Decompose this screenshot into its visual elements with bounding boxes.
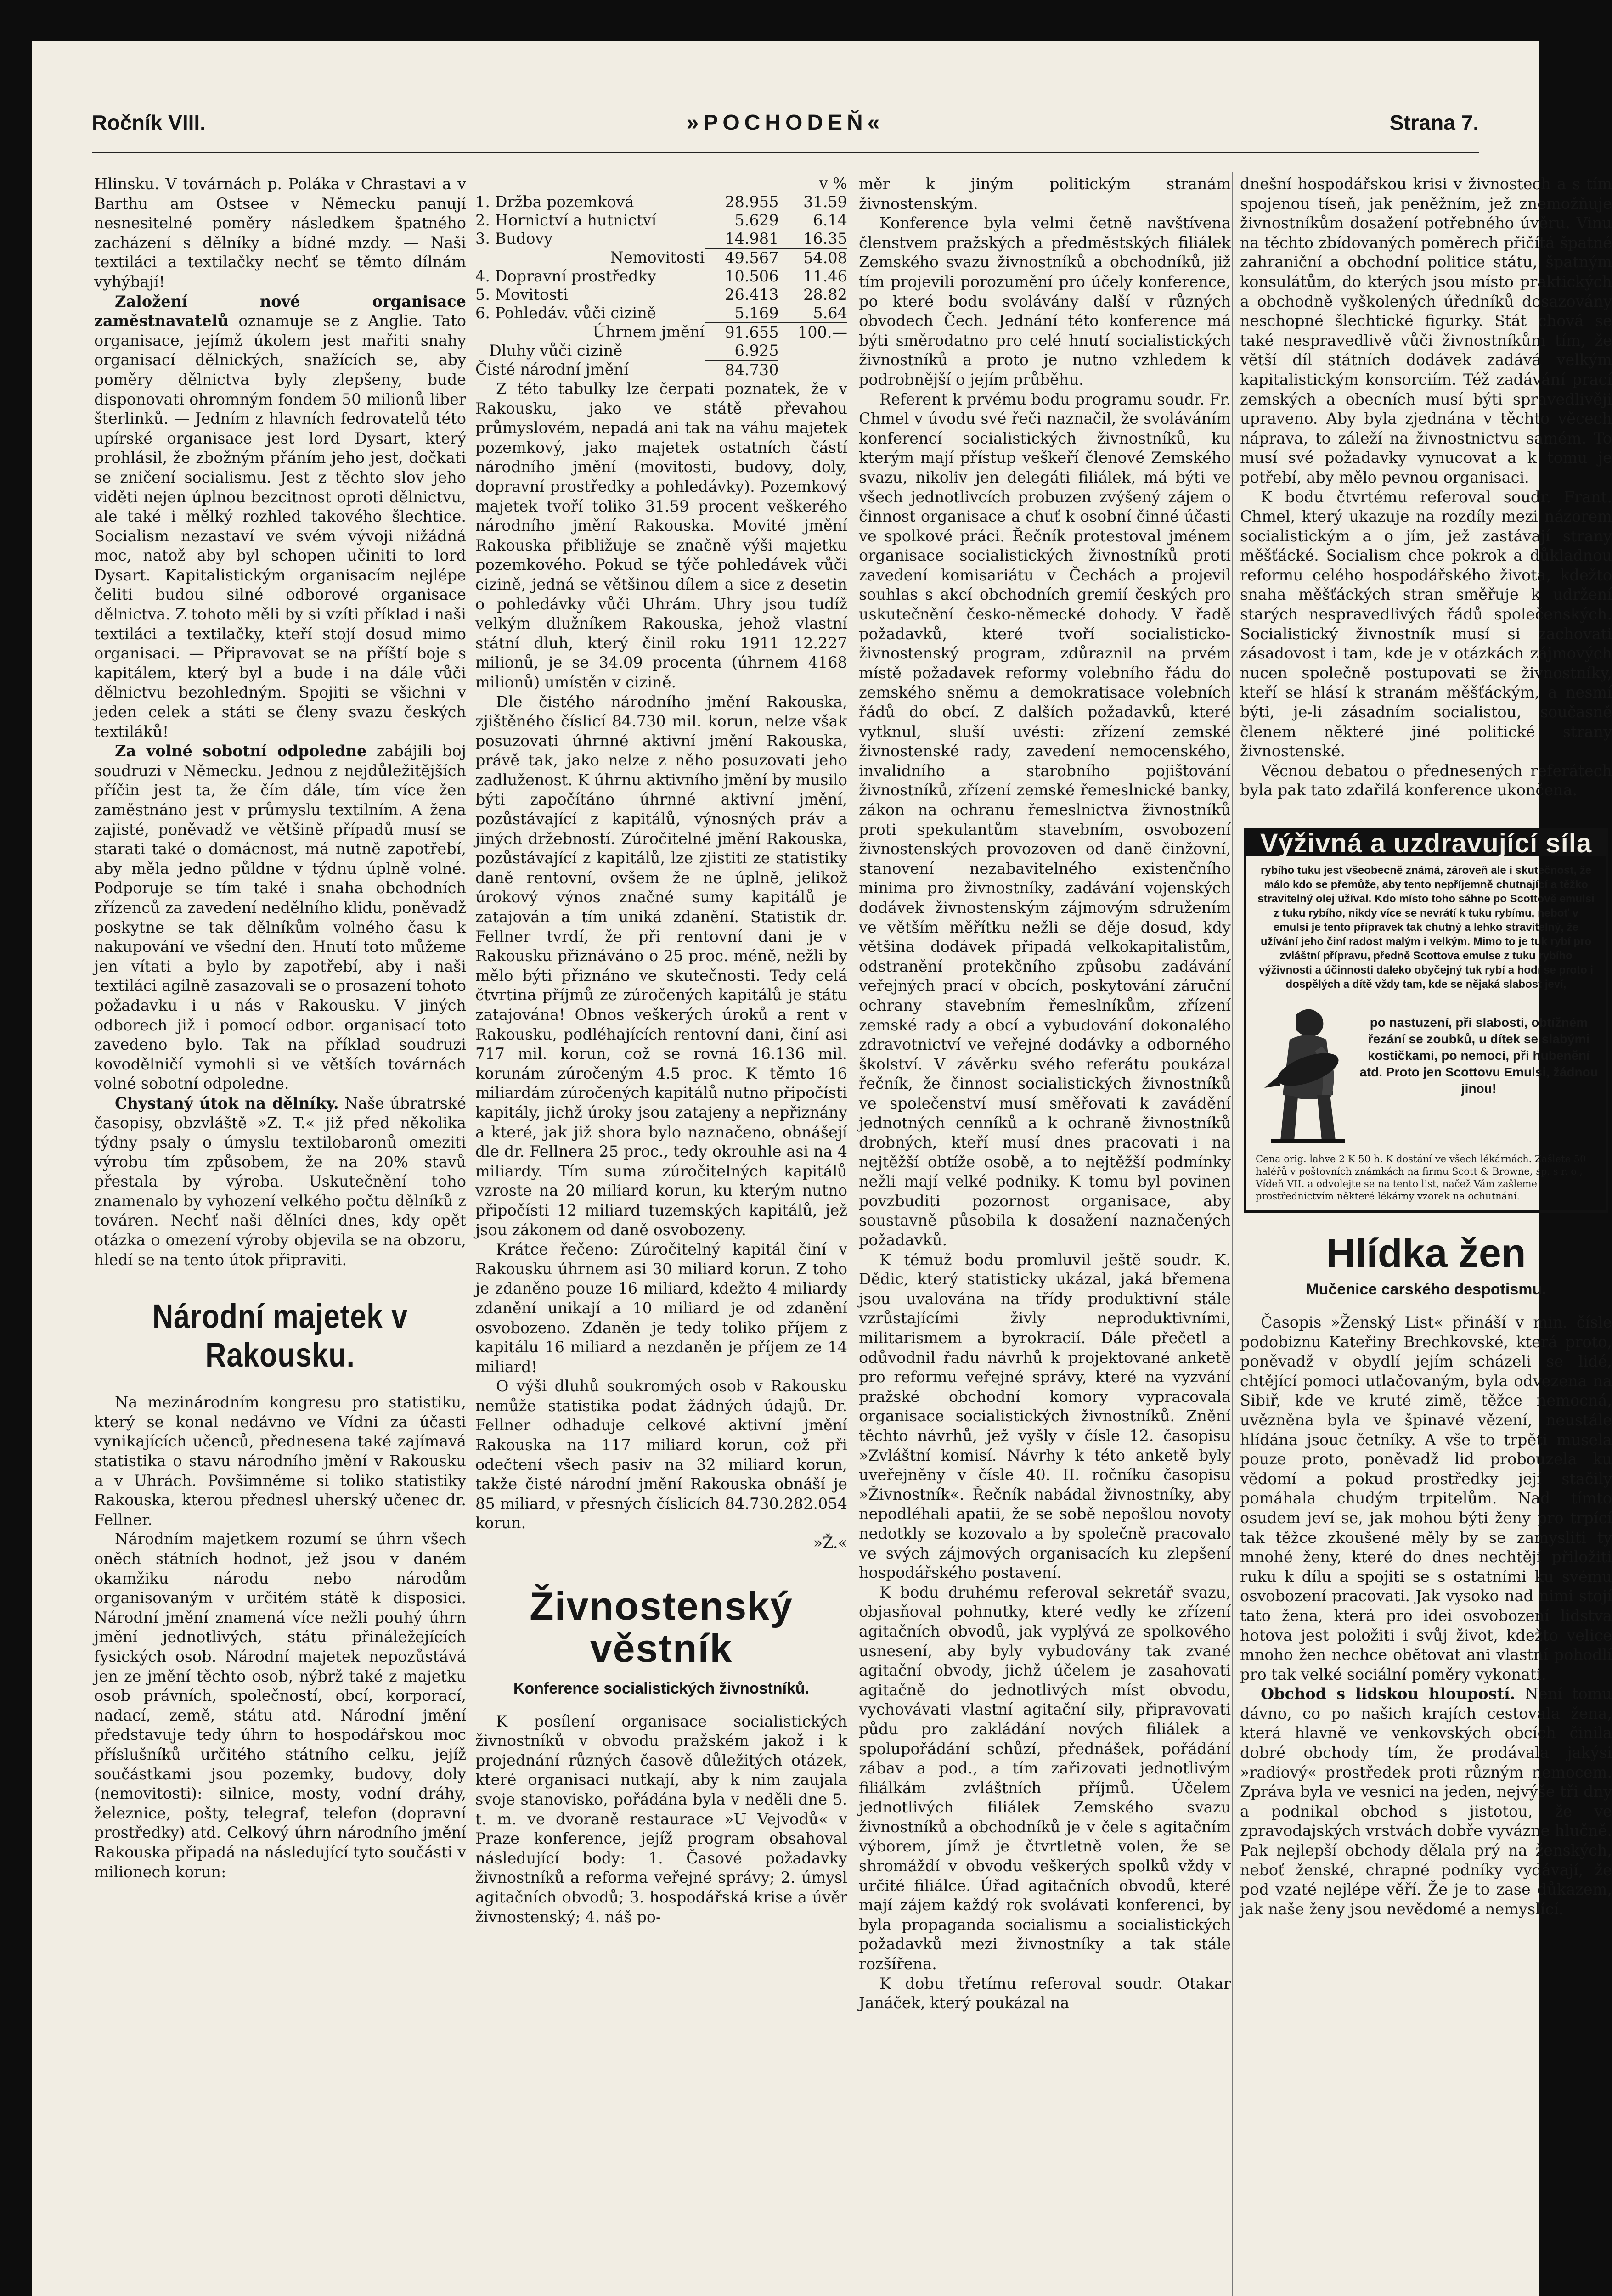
paragraph: Za volné sobotní odpoledne zabájili boj soudruzi v Německu. Jednou z nejdůležitějších příčin jest ta, že čím dále, tím více žen zaměstnáno jest v průmyslu textilním. A žena zajisté, poněvadž ve většině případů musí se starati také o domácnost, má nutně zapotřebí, aby měla jedno půldne v týdnu úplně volné. Podporuje se tím také i snaha obchodních zřízenců za zavedení nedělního klidu, poněvadž poskytne se tak dělníkům volného času k nakupování ve všední den. Hnutí toto můžeme jen vítati a bylo by zapotřebí, aby i naši textiláci agilně zasazovali se o prosazení tohoto požadavku i u nás v Rakousku. V jiných odborech již i pomocí odbor. organisací toto zavedeno bylo. Tak na příklad soudruzi kovodělničí vymohli si ve větších továrnách volné sobotní odpoledne. <box>94 742 466 1093</box>
advertisement <box>1244 828 1608 1213</box>
table-unit: v % <box>819 174 847 192</box>
volume-label: Ročník VIII. <box>92 111 206 135</box>
paragraph: K bodu čtvrtému referoval soudr. Frant. Chmel, který ukazuje na rozdíly mezi názorem socialistickým a o jím, jež zastávají strany měšťácké. Socialism chce pokrok a důkladnou reformu celého hospodářského života, kdežto snaha měšťáckých stran směřuje k udržení starých nespravedlivých řádů společenských. Socialistický živnostník musí si zachovati zásadovost i tam, kde je v otázkách zájmových nucen společně postupovati se živnostníky, kteří se hlásí k stranám měšťáckým, a nesmí býti, je-li zásadním socialistou, současně členem některé jiné politické strany živnostenské. <box>1240 488 1612 760</box>
column-divider <box>1232 172 1233 2296</box>
paragraph-lead: Za volné sobotní odpoledne <box>115 742 367 760</box>
table-debt: Dluhy vůči cizině 6.925 <box>489 342 779 360</box>
section-headline: Živnostenský věstník <box>530 1584 793 1671</box>
paragraph: Obchod s lidskou hloupostí. Není tomu dávno, co po našich krajích cestovala žena, která hlavně ve venkovských obcích činila dobré obchody tím, že prodávala jakýsi »radiový« prostředek proti různým nemocem. Zpráva byla ve vesnici na jeden, nejvýše tři dny a podnikal obchod s jistotou, že ve zpravodajských vrstvách dobře vyvázne hlučně. Pak nejlepší obchody dělala prý na ženských, neboť ženské, chrapné podníky vydávají, že pod vzaté nejlépe věří. Že je to zase důkazem, jak naše ženy jsou nevědomé a nemyslící. <box>1240 1685 1612 1918</box>
paragraph: Hlinsku. V továrnách p. Poláka v Chrastavi a v Barthu am Ostsee v Německu panují nesnesitelné poměry následkem špatného zacházení s dělníky a bídné mzdy. — Naši textiláci a textilačky nechť se těmto dílnám vyhýbají! <box>94 175 466 291</box>
paragraph: Na mezinárodním kongresu pro statistiku, který se konal nedávno ve Vídni za účasti vynikajících učenců, přednesena také zajímavá statistika o stavu národního jmění v Rakousku a v Uhrách. Povšimněme si toliko statistiky Rakouska, kterou přednesl uherský učenec dr. Fellner. <box>94 1393 466 1529</box>
paragraph-lead: Obchod s lidskou hloupostí. <box>1261 1685 1516 1703</box>
paragraph: Časopis »Ženský List« přináší v min. čísle podobiznu Kateřiny Brechkovské, která proto, poněvadž v obydlí jejím scházeli se lidé, chtějící pomoci utlačovaným, byla odvezena na Sibiř, kde ve kruté zimě, těžce nemocná, uvězněna byla ve špinavé vězení, neustále hlídána jsouc četníky. A vše to trpěti musela pouze proto, poněvadž lid probouzela ku vědomí a pokud prostředky její stačily pomáhala chudým trpitelům. Nad tímto osudem jeví se, jak mohou býti ženy pro trpící tak těžce zkoušené měly by se zamysliti ty mnohé ženy, které do dnes nechtějí přiložiti ruku k dílu a spojiti se s ostatními ku svému osvobození pracovati. Jak vysoko nad nimi stojí tato žena, která pro idei osvobození lidstva hotova jest položiti i svůj život, kdežto velice mnoho žen nechce obětovat ani vlastní pohodlí pro tak velké sociální poměry vykonati. <box>1240 1313 1612 1683</box>
paragraph: O výši dluhů soukromých osob v Rakousku nemůže statistika podat žádných údajů. Dr. Fellner odhaduje celkové aktivní jmění Rakouska na 117 miliard korun, což při odečtení všech pasiv na 32 miliard korun, takže čisté národní jmění Rakouska obnáší je 85 miliard, v přesných číslicích 84.730.282.054 korun. <box>475 1377 847 1532</box>
column-3 <box>859 174 1231 2296</box>
article-subheadline: Mučenice carského despotismu. <box>1306 1281 1546 1298</box>
ad-headline: Výživná a uzdravující síla <box>1246 831 1606 856</box>
paragraph: Chystaný útok na dělníky. Naše úbratrské časopisy, obzvláště »Z. T.« již před několika týdny psaly o úmyslu textilobaronů omeziti výrobu tím způsobem, že na 20% stavů přestala by výroba. Uskutečnění toho znamenalo by vyhození velkého počtu dělníků z továren. Nechť naši dělníci dnes, kdy opět otázka o omezení výroby objevila se na obzoru, hledí se na tento útok připraviti. <box>94 1094 466 1269</box>
page-number: Strana 7. <box>1389 111 1479 135</box>
table-row: 5. Movitosti 26.413 28.82 <box>475 286 847 304</box>
table-row: 2. Hornictví a hutnictví 5.629 6.14 <box>475 211 847 229</box>
paragraph-lead: Založení nové organisace zaměstnavatelů <box>94 292 466 330</box>
table-row: 4. Dopravní prostředky 10.506 11.46 <box>475 267 847 285</box>
paragraph-lead: Chystaný útok na dělníky. <box>115 1094 339 1112</box>
ad-slogan: po nastuzení, při slabosti, obtížném řezání se zoubků, u dítek se slabými kostičkami, po nemoci, při hubenění atd. Proto jen Scottovu Emulsi, žádnou jinou! <box>1359 1015 1598 1096</box>
ad-footnote: Cena orig. lahve 2 K 50 h. K dostání ve všech lékárnách. Zašlete 50 haléřů v poštovních známkách na firmu Scott & Browne, sp. s r. o., Vídeň VII. a odvolejte se na tento list, načež Vám zašleme prostřednictvím některé lékárny vzorek na ochutnání. <box>1256 1154 1586 1202</box>
paragraph: Referent k prvému bodu programu soudr. Fr. Chmel v úvodu své řeči naznačil, že svoláváním konferencí socialistických živnostníků, ku kterým mají přístup veškeří členové Zemského svazu, nikoliv jen delegáti filiálek, má býti ve všech jednotlivcích probuzen zvýšený zájem o činnost organisace a chuť k osobní činné účasti ve spolkové práci. Řečník protestoval jménem organisace socialistických živnostníků proti zavedení komisariátu v Čechách a projevil souhlas s akcí obchodních gremií českých pro uskutečnění česko-německé dohody. V řadě požadavků, které tvoří socialisticko-živnostenský program, zdůraznil na prvém místě požadavek reformy volebního řádu do zemského sněmu a demokratisace volebních řádů do obcí. Z dalších požadavků, které vytknul, sluší uvésti: zřízení zemské živnostenské rady, zavedení nemocenského, invalidního a starobního pojištování živnostníků, zřízení zemské řemeslnické banky, zákon na ochranu řemeslnictva živnostníků proti spekulantům stavebním, osvobození živnostenských provozoven od daně činžovní, stanovení nezabavitelného existenčního minima pro živnostníky, zadávání vojenských dodávek živnostenským zájmovým sdružením ve větším měřítku nežli se děje dosud, kdy většina dodávek připadá velkokapitalistům, odstranění protekčního způsobu zadávání veřejných prací v obcích, poskytování záruční ochrany stavebním řemeslníkům, zřízení zemské rady a obcí a vybudování dokonalého zdravotnictví ve veřejné dodávky a odborného školství. V závěrku svého referátu poukázal řečník, že činnost socialistických živnostníků ve společenství musí směřovati k zavádění jednotných cenníků a k ochraně živnostníků drobných, kteří musí dnes pracovati i na nejtěžší obtíže osobě, a to nejtěžší podmínky nežli mají velké podniky. K tomu byl povinen povzbuditi pozornost organisace, aby soustavně působila k dosažení naznačených požadavků. <box>859 390 1231 1249</box>
paragraph: K témuž bodu promluvil ještě soudr. K. Dědic, který statisticky ukázal, jaká břemena jsou uvalována na třídy produktivní stále vzrůstajícími živly neproduktivními, militarismem a byrokracií. Dále přečetl a odůvodnil řadu návrhů k projektované anketě pro reformu veřejné správy, které na vyzvání pražské obchodní komory vypracovala organisace socialistických živnostníků. Znění těchto návrhů, jež vyšly v čísle 12. časopisu »Zvláštní komisí. Návrhy k této anketě byly uveřejněny v čísle 40. II. ročníku časopisu »Živnostník«. Řečník nabádal živnostníky, aby nepodléhali apatii, že se sobě nepošlou novoty nedotkly se kozovalo a by společně pracovalo ve svých zájmových organisacích ku zlepšení hospodářského postavení. <box>859 1250 1231 1582</box>
paragraph: měr k jiným politickým stranám živnostenským. <box>859 175 1231 213</box>
column-2 <box>475 174 847 2296</box>
paragraph: K dobu třetímu referoval soudr. Otakar Janáček, který poukázal na <box>859 1974 1231 2012</box>
table-total: Úhrnem jmění 91.655 100.— <box>592 323 847 341</box>
paragraph: Národním majetkem rozumí se úhrn všech oněch státních hodnot, jež jsou v daném okamžiku národu nebo národům organisovaným v určitém státě k disposici. Národní jmění znamená více nežli pouhý úhrn jmění jednotlivých, státu přináležejících fysických osob. Národní majetek nepozůstává jen ze jmění těchto osob, nýbrž také z majetku osob právních, společností, obcí, korporací, nadací, země, státu atd. Národní jmění představuje tedy úhrn to hospodářskou moc příslušníků určitého státního celku, jejíž součástkami jsou pozemky, budovy, doly (nemovitosti): silnice, mosty, vodní dráhy, železnice, pošty, telegraf, telefon (dopravní prostředky) atd. Celkový úhrn národního jmění Rakouska připadá na následující tyto součásti v milionech korun: <box>94 1530 466 1881</box>
article-headline: Národní majetek v Rakousku. <box>152 1297 408 1374</box>
paragraph: Krátce řečeno: Zúročitelný kapitál činí v Rakousku úhrnem asi 30 miliard korun. Z toho je zdaněno pouze 16 miliard, kdežto 4 miliardy zdanění unikají a 10 miliard je od zdanění osvobozeno. Zdaněn je tedy toliko příjem z kapitálu 16 miliard a nezdaněn je příjem ze 14 miliard! <box>475 1240 847 1376</box>
table-row: 3. Budovy 14.981 16.35 <box>475 230 847 248</box>
paragraph: Z této tabulky lze čerpati poznatek, že v Rakousku, jako ve státě převahou průmyslovém, nepadá ani tak na váhu majetek pozemkový, jako majetek ostatních částí národního jmění (movitosti, budovy, doly, dopravní prostředky a pohledávky). Pozemkový majetek tvoří toliko 31.59 procent veškerého národního jmění Rakouska. Movité jmění Rakouska přibližuje se značně výši majetku pozemkového. Pokud se týče pohledávek vůči cizině, jedná se většinou dílem a sice z desetin o pohledávky vůči Uhrám. Uhry jsou tudíž velkým dlužníkem Rakouska, jehož vlastní státní dluh, který činil roku 1911 12.227 milionů, je se 34.09 procenta (úhrnem 4168 milionů) umístěn v cizině. <box>475 380 847 691</box>
masthead-title: »POCHODEŇ« <box>686 111 885 135</box>
table-row: 6. Pohledáv. vůči cizině 5.169 5.64 <box>475 304 847 322</box>
paragraph: K bodu druhému referoval sekretář svazu, objasňoval pohnutky, které vedly ke zřízení agitačních obvodů, jak vyplývá ze spolkového usnesení, aby byly vybudovány tak zvané agitační obvody, jichž účelem je zasahovati agitačně do jednotlivých míst obvodu, vychovávati vlastní agitační sily, připravovati půdu pro zakládání nových filiálek a spolupořádání schůzí, přednášek, pořádání zábav a pod., a tím zařizovati jednotlivým filiálkám zvláštních příjmů. Účelem jednotlivých filiálek Zemského svazu živnostníků a obchodníků je v čele s agitačním výborem, jímž je čtvrtletně volen, že se shromáždí v obvodu veškerých spolků vždy v určité filiálce. Úřad agitačních obvodů, které mají zájem každý rok svolávati konferenci, by byla propaganda socialismu a socialistických požadavků mezi živnostníky a tak stále rozšířena. <box>859 1583 1231 1973</box>
paragraph: Věcnou debatou o přednesených referátech byla pak tato zdařilá konference ukončena. <box>1240 761 1612 799</box>
wealth-table <box>475 174 847 379</box>
paragraph: Dle čistého národního jmění Rakouska, zjištěného číslicí 84.730 mil. korun, nelze však posuzovati úhrnné aktivní jmění Rakouska, právě tak, jako nelze z něho posuzovati jeho zadluženost. K úhrnu aktivního jmění by musilo býti započítáno úhrnné aktivní jmění, pozůstávající z kapitálů, výnosných práv a jiných držebností. Zúročitelné jmění Rakouska, pozůstávající z kapitálů, lze zjistiti ze statistiky daně rentovní, ovšem že ne úplně, jelikož úrokový výnos značné sumy kapitálů je zatajován a tím uniká zdanění. Statistik dr. Fellner tvrdí, že při rentovní dani je v Rakousku přiznáváno o 25 proc. méně, nežli by mělo býti přiznáno ve skutečnosti. Tedy celá čtvrtina příjmů ze zúročených kapitálů je státu zatajována! Obnos veškerých úroků a rent v Rakousku, podléhajících rentovní dani, činí asi 717 mil. korun, což se rovná 16.136 mil. korunám zúročeným 4.5 proc. K těmto 16 miliardám zúročených kapitálů nutno připočísti kapitály, jichž úroky jsou zatajeny a nepřiznány a které, jak již shora bylo naznačeno, obnášejí dle dr. Fellnera 25 proc., tedy okrouhle asi na 4 miliardy. Tím suma zúročitelných kapitálů vzroste na 20 miliard korun, ku kterým nutno připočísti 12 miliard tuzemských kapitálů, jež jsou zákonem od daně osvobozeny. <box>475 692 847 1239</box>
author-signature: »Ž.« <box>813 1534 847 1552</box>
column-4 <box>1240 174 1612 2296</box>
column-1 <box>94 174 466 2296</box>
table-net: Čisté národní jmění 84.730 <box>475 360 779 379</box>
paragraph: Konference byla velmi četně navštívena členstvem pražských a předměstských filiálek Zemského svazu živnostníků a obchodníků, již tím projevili porozumění pro účely konference, po které bodu svolávány další v různých obvodech Čech. Jednání této konference má býti směrodatno pro celé hnutí socialistických živnostníků a proto je nutno vzhledem k podrobnější o jejím průběhu. <box>859 214 1231 388</box>
section-headline: Hlídka žen <box>1326 1230 1526 1276</box>
fisherman-logo-icon <box>1253 996 1358 1148</box>
paragraph: dnešní hospodářskou krisi v živnostech a s tím spojenou tíseň, jak peněžním, jež znemožňuje živnostníkům dosažení potřebného úvěru. Vinu na těchto zbídovaných poměrech přičítá špatné zahraniční a obchodní politice státu, špatným konsulátům, do kterých jsou místo praktických a obchodně vyškolených úředníků dosazovány neschopné šlechtické figurky. Stát chová se také nespravedlivě vůči živnostníkům tím, že větší díl státních dodávek zadává velkým kapitalistickým konsorciím. Též zadávání prací zemských a obecních musí býti spravedlivěji upraveno. Aby byla zjednána v těchto věcech náprava, to záleží na živnostnictvu samém. To musí své požadavky vynucovat a k tomu je potřebí, aby mělo pevnou organisaci. <box>1240 175 1612 486</box>
article-subheadline: Konference socialistických živnostníků. <box>513 1679 810 1697</box>
paragraph: K posílení organisace socialistických živnostníků v obvodu pražském jakož i k projednání různých časově důležitých otázek, které organisaci nutkají, aby k nim zaujala svoje stanovisko, pořádána byla v neděli dne 5. t. m. ve dvoraně restaurace »U Vejvodů« v Praze konference, jejíž program obsahoval následující body: 1. Časové požadavky živnostníků a reforma veřejné správy; 2. úmysl agitačních obvodů; 3. hospodářská krise a úvěr živnostenský; 4. náš po- <box>475 1712 847 1926</box>
table-row: 1. Držba pozemková 28.955 31.59 <box>475 193 847 211</box>
paragraph: Založení nové organisace zaměstnavatelů oznamuje se z Anglie. Tato organisace, jejímž úkolem jest mařiti snahy organisací dělnických, snažících se, aby poměry dělnictva byly zlepšeny, bude disponovati ohromným fondem 50 milionů liber šterlinků. — Jedním z hlavních fedrovatelů této upírské organisace jest lord Dysart, který prohlásil, že zbožným přáním jeho jest, dočkati se zničení socialismu. Jest z těchto slov jeho viděti nejen úplnou bezcitnost oproti dělnictvu, ale také i mělký rozhled takového šlechtice. Socialism nezastaví ve svém vývoji nižádná moc, natož aby byl schopen učiniti to lord Dysart. Kapitalistickým organisacím nejlépe čeliti budou silné odborové organisace dělnictva. Z tohoto měli by si vzíti příklad i naši textiláci a textilačky, kteří stojí dosud mimo organisaci. — Připravovat se na příští boje s kapitálem, který byl a bude i na dále vůči dělnictvu bezohledným. Spojiti se všichni v jeden celek a státi se členy svazu českých textiláků! <box>94 292 466 741</box>
newspaper-page <box>32 41 1612 2296</box>
ad-text: rybího tuku jest všeobecně známá, zároveň ale i skutečnost, že málo kdo se přemůže, aby tento nepříjemně chutnající a těžko stravitelný olej užíval. Kdo místo toho sáhne po Scottově emulsi z tuku rybího, nikdy více se nevrátí k tuku rybímu, neboť v emulsi je tento přípravek tak chutný a lehko stravitelný, že užívání jeho činí radost malým i velkým. Mimo to je tuk rybí pro zvláštní přípravu, předně Scottova emulse z tuku rybího výživnosti a účinnosti daleko obyčejný tuk rybí a hodí se proto i dospělých a dítě vždy tam, kde se nějaká slabost jeví, <box>1257 864 1595 990</box>
table-subtotal: Nemovitosti 49.567 54.08 <box>610 248 847 267</box>
header-rule <box>92 152 1479 153</box>
running-header <box>92 110 1479 152</box>
